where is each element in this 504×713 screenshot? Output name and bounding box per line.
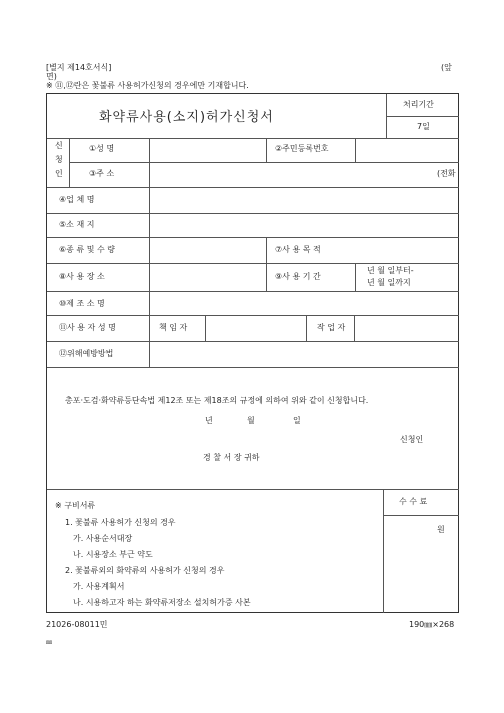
use-place-label: ⑧사 용 장 소 — [59, 272, 105, 281]
responsible-person-label: 책 임 자 — [159, 323, 188, 332]
date-year: 년 — [205, 416, 213, 425]
footer-mark: ㎜ — [46, 639, 53, 646]
declaration-text: 총포·도검·화약류등단속법 제12조 또는 제18조의 규정에 의하여 위와 같이 신청합니다. — [65, 396, 369, 405]
type-quantity-label: ⑥종 류 및 수 량 — [59, 245, 115, 254]
phone-label: (전화 — [437, 169, 456, 178]
worker-label: 작 업 자 — [317, 323, 346, 332]
purpose-label: ⑦사 용 목 적 — [275, 245, 321, 254]
front-mark: (앞 — [441, 63, 452, 72]
required-doc-item: 가. 사용계획서 — [73, 582, 125, 591]
required-docs-heading: ※ 구비서류 — [55, 501, 96, 510]
hazard-prevention-label: ⑫위해예방방법 — [59, 349, 114, 358]
fee-unit: 원 — [437, 525, 445, 534]
location-label: ⑤소 재 지 — [59, 220, 95, 229]
applicant-label-2: 청 — [55, 155, 63, 164]
address-label: ③주 소 — [89, 169, 115, 178]
form-title: 화약류사용(소지)허가신청서 — [99, 110, 274, 125]
required-doc-item: 2. 꽃불류외의 화약류의 사용허가 신청의 경우 — [65, 566, 225, 575]
application-form — [46, 93, 459, 613]
date-month: 월 — [247, 416, 255, 425]
required-doc-item: 가. 사용순서대장 — [73, 534, 133, 543]
manufacturer-label: ⑩제 조 소 명 — [59, 299, 105, 308]
form-number: [별지 제14호서식] — [46, 63, 112, 72]
processing-period-value: 7일 — [417, 122, 430, 131]
name-label: ①성 명 — [89, 144, 115, 153]
required-doc-item: 1. 꽃불류 사용허가 신청의 경우 — [65, 518, 176, 527]
footer-code: 21026-08011민 — [46, 620, 108, 629]
applicant-signature-label: 신청인 — [400, 435, 424, 444]
footer-size: 190㎜×268 — [409, 620, 455, 629]
use-period-label: ⑨사 용 기 간 — [275, 272, 321, 281]
processing-period-label: 처리기간 — [403, 100, 434, 109]
required-doc-item: 나. 시용하고자 하는 화약류저장소 설치허가증 사본 — [73, 598, 251, 607]
header-note: ※ ⑪,⑫란은 꽃불류 사용허가신청의 경우에만 기재합니다. — [46, 81, 249, 90]
period-from: 년 월 일부터- — [367, 266, 414, 275]
period-to: 년 월 일까지 — [367, 278, 411, 287]
required-doc-item: 나. 시용장소 부근 약도 — [73, 550, 153, 559]
front-mark-continued: 면) — [46, 72, 57, 81]
resident-number-label: ②주민등록번호 — [275, 144, 329, 153]
applicant-label-3: 인 — [55, 169, 63, 178]
business-name-label: ④업 체 명 — [59, 195, 95, 204]
recipient-label: 경 찰 서 장 귀하 — [203, 453, 260, 462]
applicant-label-1: 신 — [55, 141, 63, 150]
fee-label: 수 수 료 — [399, 497, 428, 506]
date-day: 일 — [293, 416, 301, 425]
user-name-label: ⑪사 용 자 성 명 — [59, 323, 116, 332]
